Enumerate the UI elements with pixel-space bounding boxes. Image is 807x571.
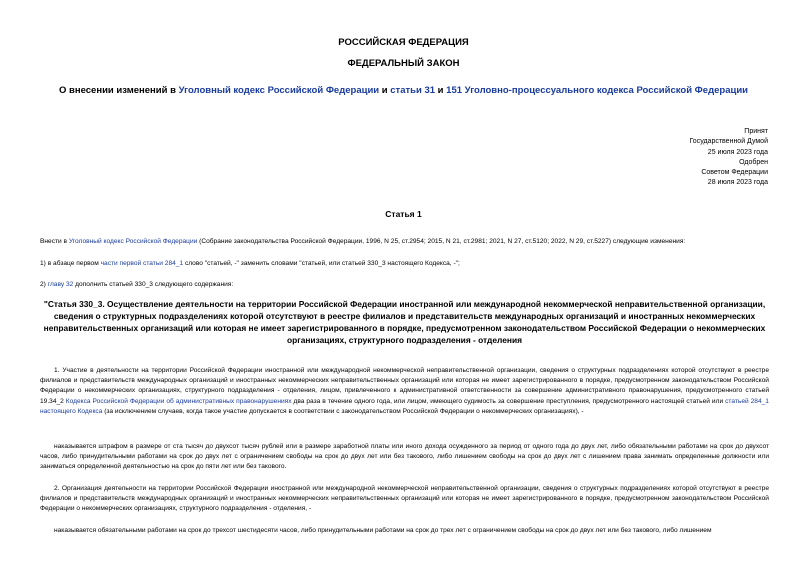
link-chapter-32[interactable]: главу 32 [47,281,74,288]
link-article-151-cpc[interactable]: 151 Уголовно-процессуального кодекса Российской Федерации [446,85,748,96]
paragraph-text: (за исключением случаев, когда такое участие допускается в соответствии с законодательством Российской Федерации о некоммерческих организациях), - [102,407,584,415]
country-heading: РОССИЙСКАЯ ФЕДЕРАЦИЯ [338,37,469,48]
paragraph-2: 2. Организация деятельности на территории Российской Федерации иностранной или международной некоммерческой неправительственной организации, сведения о структурных подразделениях которой отсутствуют в реестре филиалов и представительств международных организаций и иностранных некоммерческих неправительственных организаций или которая не имеет зарегистрированного в порядке, предусмотренном законодательством Российской Федерации о некоммерческих организациях, структурного подразделения - отделения, - [40,485,769,513]
item-text: слово "статьей, -" заменить словами "статьей, или статьей 330_3 настоящего Кодекса, -"; [183,260,460,267]
intro-text: Внести в [40,238,69,245]
law-title-text: и [379,85,391,96]
paragraph-text: два раза в течение одного года, или лицом, имеющего судимость за совершение преступления, предусмотренного настоящей статьей или [291,397,726,405]
adoption-date: 25 июля 2023 года [707,148,768,156]
item-text: 2) [40,281,48,288]
link-article-31[interactable]: статьи 31 [390,85,436,96]
adoption-line: Государственной Думой [689,138,768,146]
approval-date: 28 июля 2023 года [707,179,768,187]
item-text: 1) в абзаце первом [40,260,101,267]
new-article-title: "Статья 330_3. Осуществление деятельности на территории Российской Федерации иностранной или международной некоммерческой неправительственной организации, сведения о структурных подразделениях которой отсутствуют в реестре филиалов и представительств международных организаций и иностранных некоммерческих неправительственных организаций или которая не имеет зарегистрированного в порядке, предусмотренном законодательством Российской Федерации о некоммерческих организациях, структурного подразделения - отделения [43,299,766,345]
law-title [0,85,807,96]
paragraph-2-penalty: наказывается обязательными работами на срок до трехсот шестидесяти часов, либо принудительными работами на срок до трех лет с ограничением свободы на срок до двух лет или без такового, либо лишением [54,527,712,534]
paragraph-1-penalty: наказывается штрафом в размере от ста тысяч до двухсот тысяч рублей или в размере заработной платы или иного дохода осужденного за период от одного года до двух лет, либо обязательными работами на срок до двухсот часов, либо принудительными работами на срок до двух лет с ограничением свободы на срок до двух лет или без такового, либо лишением свободы на срок до двух лет с лишением права занимать определенные должности или заниматься определенной деятельностью на срок до пяти лет или без такового. [40,443,769,471]
law-title-text: О внесении изменений в [59,85,179,96]
paragraph-text: 1. Участие в деятельности на территории Российской Федерации иностранной или международной некоммерческой неправительственной организации, сведения о структурных подразделениях которой отсутствуют в реестре филиалов и представительств международных организаций и иностранных некоммерческих неправительственных организаций или которая не имеет зарегистрированного в порядке, предусмотренном законодательством Российской Федерации о некоммерческих организациях, структурного подразделения - отделения, лицом, привлеченного к административной ответственности за совершение административного правонарушения, предусмотренного статьей 19.34_2 [40,367,769,405]
intro-text: (Собрание законодательства Российской Федерации, 1996, N 25, ст.2954; 2015, N 21, ст.2981; 2021, N 27, ст.5120; 2022, N 29, ст.5227) следующие изменения: [197,238,686,245]
amendment-item-2 [40,280,769,290]
link-administrative-code[interactable]: Кодекса Российской Федерации об административных правонарушениях [65,397,292,405]
approval-line: Советом Федерации [701,169,768,177]
item-text: дополнить статьей 330_3 следующего содержания: [73,281,234,288]
link-article-284-1-code[interactable]: статьей 284_1 настоящего Кодекса [40,397,769,415]
doc-type-heading: ФЕДЕРАЛЬНЫЙ ЗАКОН [347,58,460,69]
article-heading: Статья 1 [385,209,422,219]
amendment-item-1 [40,259,769,269]
link-criminal-code-intro[interactable]: Уголовный кодекс Российской Федерации [68,238,198,245]
paragraph-1 [40,366,769,417]
article-intro [40,237,769,247]
approval-line: Одобрен [739,158,768,166]
adoption-block [598,127,768,189]
link-article-284-1[interactable]: части первой статьи 284_1 [100,260,184,267]
law-title-text: и [435,85,447,96]
link-criminal-code[interactable]: Уголовный кодекс Российской Федерации [178,85,380,96]
adoption-line: Принят [744,128,768,135]
